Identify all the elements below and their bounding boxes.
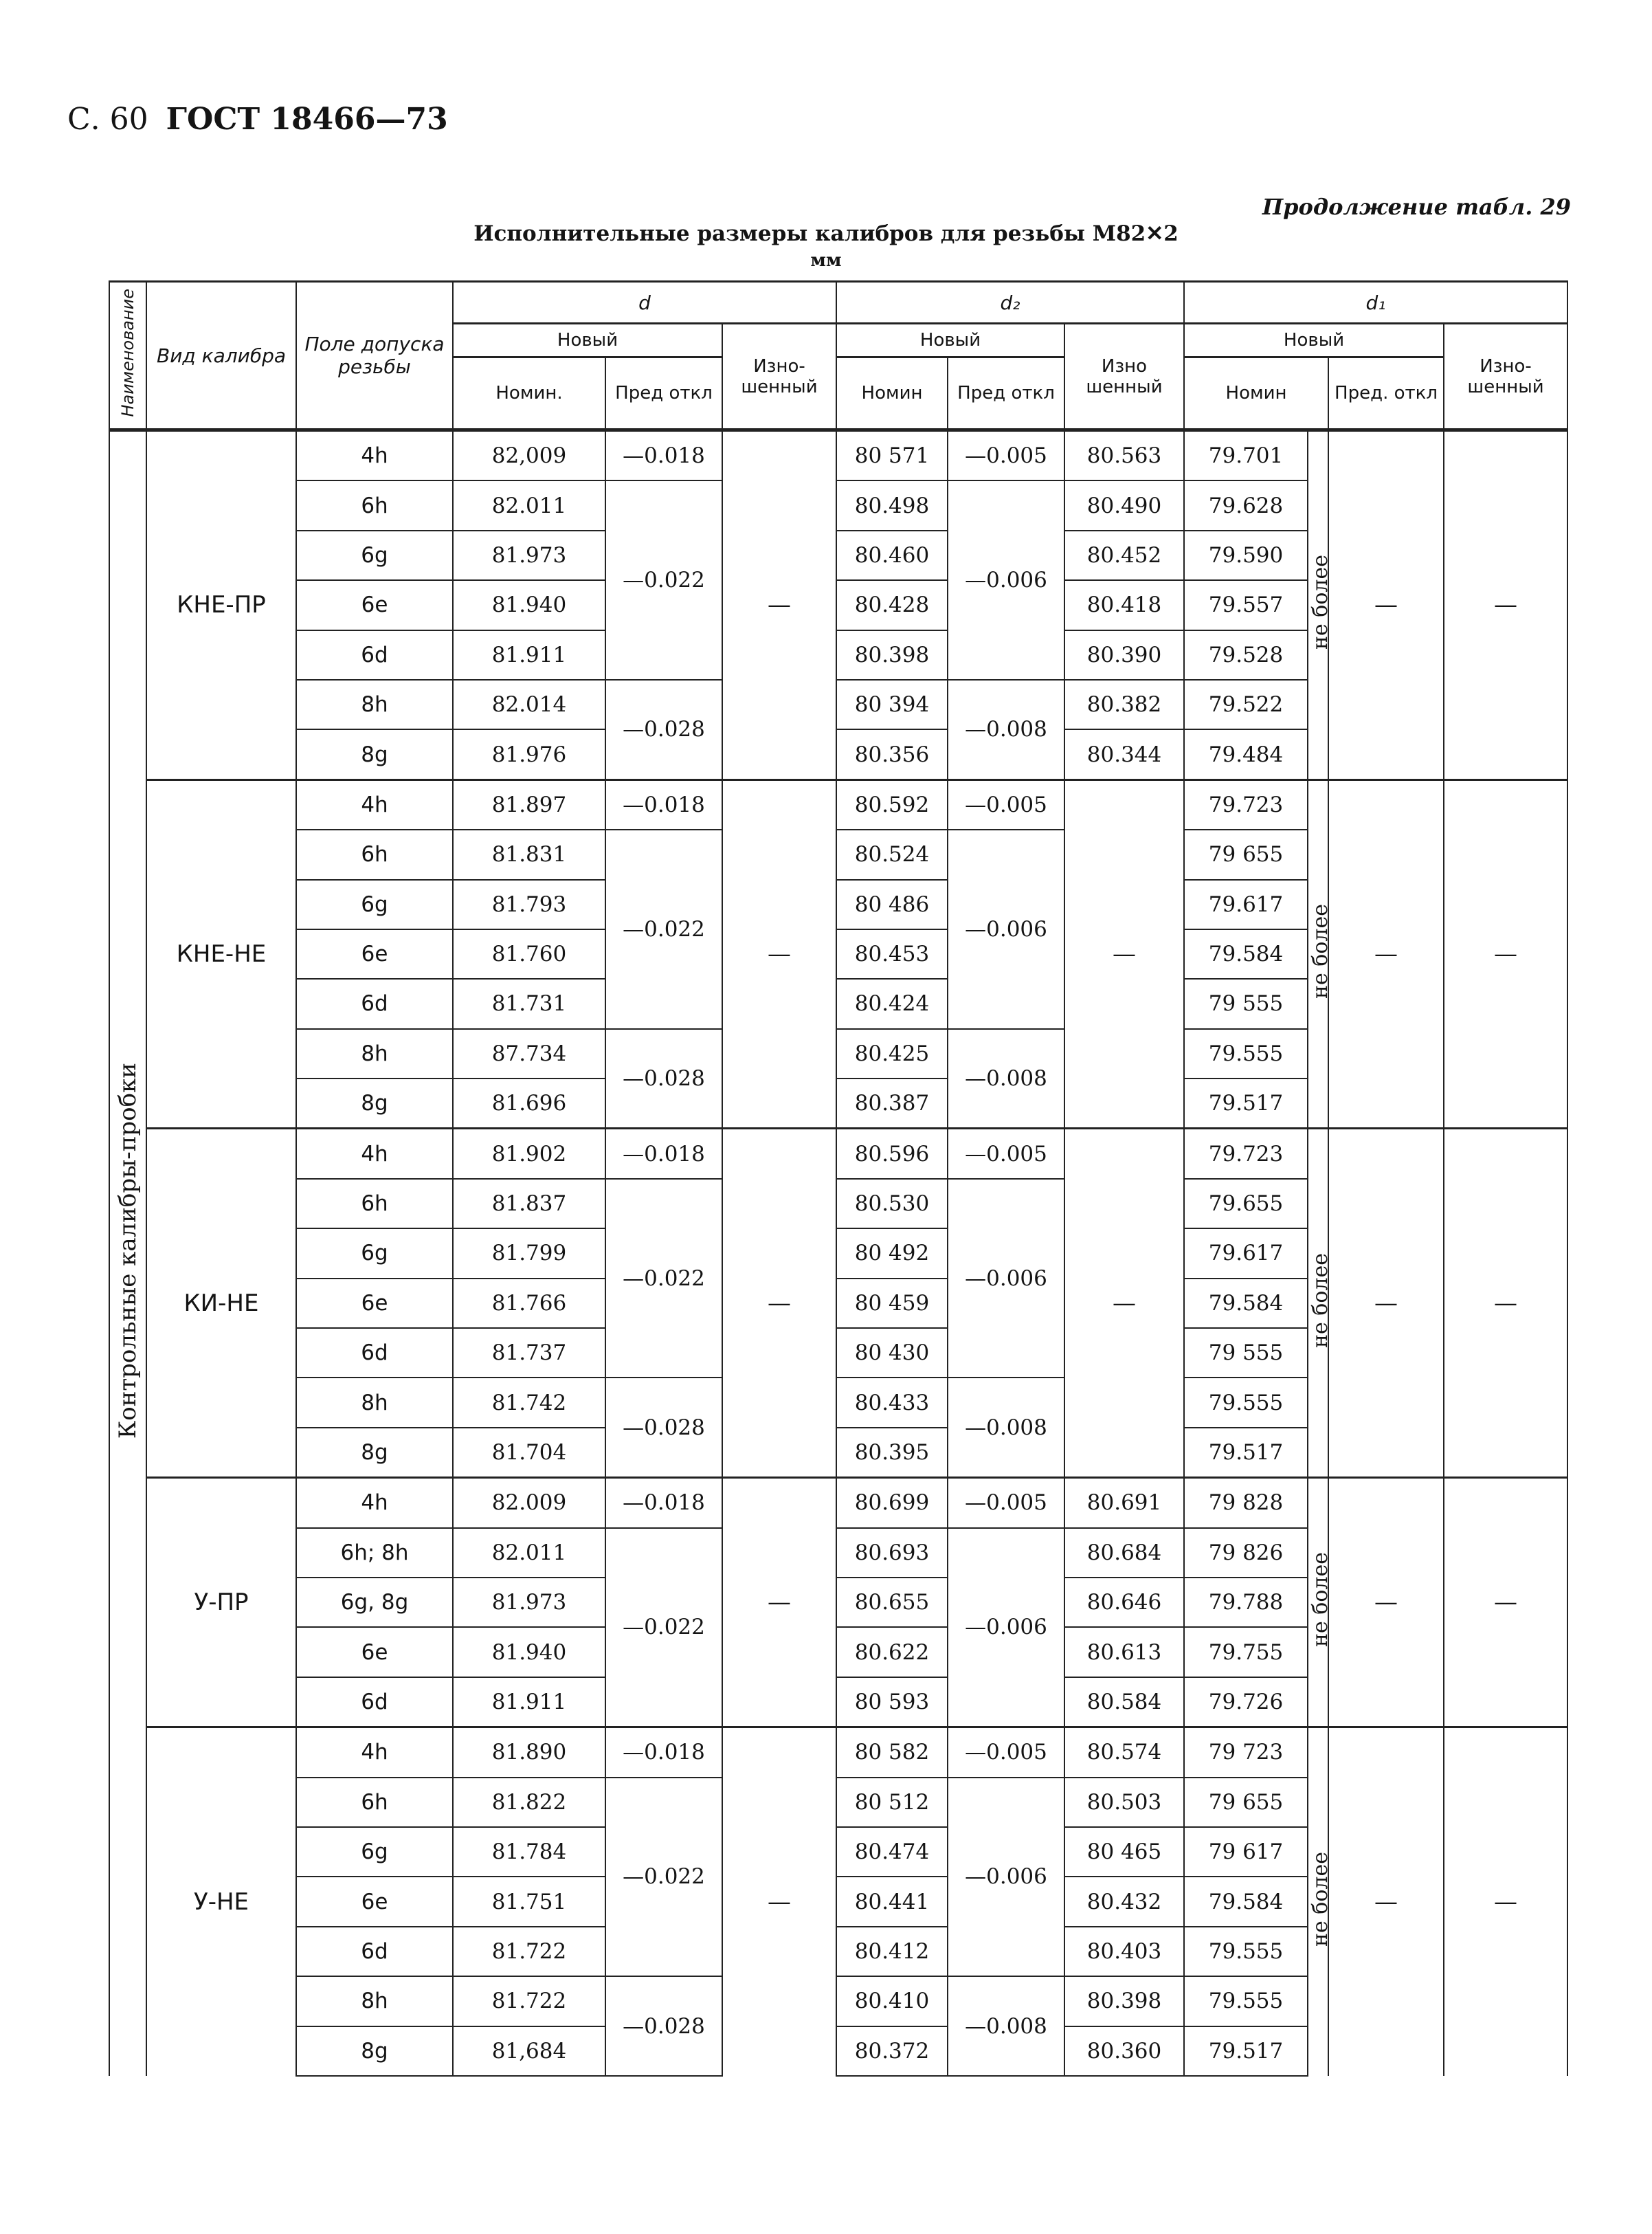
d2-nominal: 80.699 [836,1478,948,1528]
d2-deviation: —0.005 [948,779,1064,830]
header-d2-worn: Изно шенный [1064,324,1184,430]
d2-nominal: 80.655 [836,1578,948,1627]
d2-nominal: 80 492 [836,1228,948,1278]
d-nominal: 81.831 [453,830,605,879]
gauge-type: КИ-НЕ [146,1129,296,1478]
d-deviation: —0.018 [605,779,722,830]
header-d1: d₁ [1184,282,1567,324]
d1-nominal: 79.517 [1184,1079,1308,1129]
table-body [109,430,1567,2076]
d-nominal: 81.793 [453,880,605,929]
d-nominal: 81,684 [453,2026,605,2076]
d2-nominal: 80.474 [836,1827,948,1877]
header-d2: d₂ [836,282,1184,324]
d2-nominal: 80.498 [836,480,948,530]
tolerance-field: 6h [296,480,453,530]
d2-nominal: 80 486 [836,880,948,929]
header-d1-deviation: Пред. откл [1328,357,1444,430]
page-header [67,102,448,137]
d2-deviation: —0.005 [948,1478,1064,1528]
d2-worn: 80.574 [1064,1727,1184,1778]
d1-nominal: 79.788 [1184,1578,1308,1627]
d2-nominal: 80.524 [836,830,948,879]
d2-nominal: 80.356 [836,729,948,779]
limit-note-text: не более [1308,1552,1333,1648]
table-continuation-label: Продолжение табл. 29 [1262,194,1571,220]
d2-deviation: —0.005 [948,1727,1064,1778]
header-d1-new: Новый [1184,324,1444,357]
d-worn: — [722,430,836,780]
gauge-type: КНЕ-НЕ [146,779,296,1129]
d1-nominal: 79.723 [1184,1129,1308,1179]
d2-nominal: 80.441 [836,1877,948,1926]
d-deviation: —0.018 [605,1129,722,1179]
d-nominal: 81.737 [453,1328,605,1378]
tolerance-field: 6h [296,1179,453,1228]
d1-nominal: 79 655 [1184,1778,1308,1827]
d2-worn: 80.503 [1064,1778,1184,1827]
tolerance-field: 4h [296,779,453,830]
d1-nominal: 79.723 [1184,779,1308,830]
d2-nominal: 80.460 [836,531,948,580]
tolerance-field: 6d [296,1677,453,1727]
d-deviation: —0.018 [605,1478,722,1528]
tolerance-field: 4h [296,1478,453,1528]
d2-nominal: 80.622 [836,1627,948,1677]
d1-nominal: 79.555 [1184,1927,1308,1976]
d2-worn: 80.452 [1064,531,1184,580]
d2-worn: 80.584 [1064,1677,1184,1727]
header-name: Наименование [109,282,146,430]
d2-deviation: —0.006 [948,830,1064,1029]
d-nominal: 81.766 [453,1279,605,1328]
d2-deviation: —0.006 [948,1179,1064,1378]
d-nominal: 81.822 [453,1778,605,1827]
d-nominal: 81.731 [453,979,605,1028]
d2-nominal: 80.424 [836,979,948,1028]
d-nominal: 81.973 [453,531,605,580]
d2-deviation: —0.005 [948,430,1064,481]
d2-nominal: 80 571 [836,430,948,481]
header-tolerance-field: Поле допуска резьбы [296,282,453,430]
d-deviation: —0.018 [605,1727,722,1778]
tolerance-field: 6g [296,1827,453,1877]
d1-nominal: 79 828 [1184,1478,1308,1528]
tolerance-field: 6d [296,1328,453,1378]
d1-nominal: 79.726 [1184,1677,1308,1727]
tolerance-field: 6g [296,880,453,929]
tolerance-field: 4h [296,1129,453,1179]
d1-nominal: 79.517 [1184,1428,1308,1478]
d2-nominal: 80.412 [836,1927,948,1976]
table-unit: мм [810,250,842,271]
table-header [109,282,1567,430]
header-d-nominal: Номин. [453,357,605,430]
d2-worn: 80.398 [1064,1976,1184,2026]
d1-worn: — [1444,779,1567,1129]
d2-worn: 80.403 [1064,1927,1184,1976]
d1-nominal: 79.701 [1184,430,1308,481]
tolerance-field: 8h [296,680,453,729]
d2-worn: 80.432 [1064,1877,1184,1926]
dimensions-table-container [109,280,1567,2077]
d-deviation: —0.022 [605,1528,722,1727]
gauge-type: У-ПР [146,1478,296,1727]
header-d1-nominal: Номин [1184,357,1328,430]
page-number: С. 60 [67,102,148,137]
tolerance-field: 8h [296,1976,453,2026]
d-nominal: 81.799 [453,1228,605,1278]
d-nominal: 81.940 [453,580,605,630]
d-deviation: —0.028 [605,1976,722,2076]
d2-worn: 80.490 [1064,480,1184,530]
d2-worn: — [1064,1129,1184,1478]
tolerance-field: 6e [296,929,453,979]
limit-note-text: не более [1308,904,1333,999]
d1-nominal: 79.590 [1184,531,1308,580]
gauge-type: КНЕ-ПР [146,430,296,780]
d2-deviation: —0.006 [948,1528,1064,1727]
d2-worn: 80.360 [1064,2026,1184,2076]
limit-note-text: не более [1308,1252,1333,1348]
tolerance-field: 6g, 8g [296,1578,453,1627]
d2-nominal: 80.433 [836,1378,948,1427]
d1-limit-note [1308,1478,1333,1727]
tolerance-field: 6d [296,1927,453,1976]
d2-nominal: 80.387 [836,1079,948,1129]
d2-nominal: 80.372 [836,2026,948,2076]
tolerance-field: 6g [296,1228,453,1278]
d1-nominal: 79.555 [1184,1029,1308,1079]
tolerance-field: 6g [296,531,453,580]
tolerance-field: 4h [296,1727,453,1778]
d2-worn: 80.646 [1064,1578,1184,1627]
d-nominal: 81.742 [453,1378,605,1427]
d-nominal: 81.897 [453,779,605,830]
tolerance-field: 6h; 8h [296,1528,453,1578]
tolerance-field: 8h [296,1029,453,1079]
limit-note-text: не более [1308,1852,1333,1947]
d-nominal: 82.014 [453,680,605,729]
d2-nominal: 80 430 [836,1328,948,1378]
d2-worn: 80.613 [1064,1627,1184,1677]
d-deviation: —0.018 [605,430,722,481]
d1-deviation: — [1328,1727,1444,2076]
d2-nominal: 80.398 [836,630,948,680]
d1-worn: — [1444,430,1567,780]
d-nominal: 81.890 [453,1727,605,1778]
d-deviation: —0.028 [605,680,722,779]
d1-worn: — [1444,1478,1567,1727]
d-nominal: 87.734 [453,1029,605,1079]
d-deviation: —0.022 [605,1778,722,1977]
header-d2-deviation: Пред откл [948,357,1064,430]
d1-nominal: 79.617 [1184,1228,1308,1278]
standard-number: ГОСТ 18466—73 [166,102,448,137]
tolerance-field: 8g [296,1428,453,1478]
d2-worn: 80.418 [1064,580,1184,630]
d-deviation: —0.022 [605,830,722,1029]
tolerance-field: 8g [296,1079,453,1129]
d-nominal: 81.973 [453,1578,605,1627]
header-d: d [453,282,836,324]
d1-nominal: 79 617 [1184,1827,1308,1877]
d-worn: — [722,1478,836,1727]
header-d1-worn: Изно-шенный [1444,324,1567,430]
d2-nominal: 80.395 [836,1428,948,1478]
tolerance-field: 6e [296,1279,453,1328]
d-nominal: 81.837 [453,1179,605,1228]
d1-worn: — [1444,1129,1567,1478]
tolerance-field: 6h [296,830,453,879]
d2-nominal: 80.596 [836,1129,948,1179]
d2-worn: 80.390 [1064,630,1184,680]
d-nominal: 82.011 [453,480,605,530]
d2-nominal: 80.693 [836,1528,948,1578]
d-nominal: 82.009 [453,1478,605,1528]
d2-worn: 80.563 [1064,430,1184,481]
tolerance-field: 8g [296,2026,453,2076]
d-nominal: 81.976 [453,729,605,779]
d2-nominal: 80.425 [836,1029,948,1079]
d2-deviation: —0.006 [948,1778,1064,1977]
tolerance-field: 8h [296,1378,453,1427]
d1-worn: — [1444,1727,1567,2076]
table-row [109,430,1567,481]
d2-nominal: 80.453 [836,929,948,979]
d-worn: — [722,779,836,1129]
table-row [109,1478,1567,1528]
d2-deviation: —0.008 [948,1029,1064,1129]
d-nominal: 82,009 [453,430,605,481]
d2-worn: 80.344 [1064,729,1184,779]
header-d-new: Новый [453,324,722,357]
d-worn: — [722,1129,836,1478]
d1-nominal: 79 655 [1184,830,1308,879]
tolerance-field: 6e [296,1627,453,1677]
d1-limit-note [1308,430,1333,780]
d2-deviation: —0.008 [948,1976,1064,2076]
d1-nominal: 79.755 [1184,1627,1308,1677]
name-cell [109,430,146,2076]
d2-deviation: —0.006 [948,480,1064,680]
d1-nominal: 79 826 [1184,1528,1308,1578]
d2-nominal: 80 459 [836,1279,948,1328]
d-deviation: —0.022 [605,480,722,680]
d1-nominal: 79.584 [1184,1279,1308,1328]
tolerance-field: 4h [296,430,453,481]
d2-nominal: 80 582 [836,1727,948,1778]
d-nominal: 81.722 [453,1927,605,1976]
d2-worn: 80.684 [1064,1528,1184,1578]
d-nominal: 81.751 [453,1877,605,1926]
d2-worn: — [1064,779,1184,1129]
d2-nominal: 80 593 [836,1677,948,1727]
d2-deviation: —0.008 [948,1378,1064,1477]
d1-limit-note [1308,1129,1333,1478]
d1-nominal: 79.528 [1184,630,1308,680]
tolerance-field: 8g [296,729,453,779]
d2-deviation: —0.005 [948,1129,1064,1179]
d1-nominal: 79.584 [1184,929,1308,979]
d-nominal: 81.940 [453,1627,605,1677]
d2-worn: 80.382 [1064,680,1184,729]
d1-nominal: 79.655 [1184,1179,1308,1228]
d-nominal: 81.911 [453,630,605,680]
table-title: Исполнительные размеры калибров для резьбы М82✕2 [473,221,1179,246]
d-nominal: 82.011 [453,1528,605,1578]
d1-nominal: 79.522 [1184,680,1308,729]
d2-nominal: 80.530 [836,1179,948,1228]
d1-nominal: 79.617 [1184,880,1308,929]
d2-worn: 80.691 [1064,1478,1184,1528]
table-row [109,1129,1567,1179]
d2-nominal: 80 512 [836,1778,948,1827]
d-deviation: —0.022 [605,1179,722,1378]
d-nominal: 81.911 [453,1677,605,1727]
d1-nominal: 79.628 [1184,480,1308,530]
d1-nominal: 79 723 [1184,1727,1308,1778]
d1-nominal: 79 555 [1184,1328,1308,1378]
d1-deviation: — [1328,1478,1444,1727]
tolerance-field: 6e [296,1877,453,1926]
d1-deviation: — [1328,779,1444,1129]
d-nominal: 81.902 [453,1129,605,1179]
d-worn: — [722,1727,836,2076]
header-d-worn: Изно-шенный [722,324,836,430]
d2-nominal: 80.410 [836,1976,948,2026]
d-deviation: —0.028 [605,1378,722,1477]
d-nominal: 81.722 [453,1976,605,2026]
dimensions-table [109,280,1568,2077]
tolerance-field: 6h [296,1778,453,1827]
d1-deviation: — [1328,430,1444,780]
d-nominal: 81.760 [453,929,605,979]
table-row [109,1727,1567,1778]
d-deviation: —0.028 [605,1029,722,1129]
d1-nominal: 79.484 [1184,729,1308,779]
tolerance-field: 6e [296,580,453,630]
d1-limit-note [1308,1727,1333,2076]
d1-nominal: 79.517 [1184,2026,1308,2076]
d1-nominal: 79.555 [1184,1976,1308,2026]
d1-nominal: 79.584 [1184,1877,1308,1926]
d-nominal: 81.704 [453,1428,605,1478]
d2-deviation: —0.008 [948,680,1064,779]
name-label: Контрольные калибры-пробки [114,1063,142,1439]
d-nominal: 81.784 [453,1827,605,1877]
d-nominal: 81.696 [453,1079,605,1129]
d1-nominal: 79.557 [1184,580,1308,630]
tolerance-field: 6d [296,630,453,680]
d1-deviation: — [1328,1129,1444,1478]
table-row [109,779,1567,830]
gauge-type: У-НЕ [146,1727,296,2076]
d2-worn: 80 465 [1064,1827,1184,1877]
d1-nominal: 79 555 [1184,979,1308,1028]
header-d2-new: Новый [836,324,1064,357]
d2-nominal: 80.592 [836,779,948,830]
header-d-deviation: Пред откл [605,357,722,430]
header-d2-nominal: Номин [836,357,948,430]
d2-nominal: 80.428 [836,580,948,630]
d1-nominal: 79.555 [1184,1378,1308,1427]
d1-limit-note [1308,779,1333,1129]
tolerance-field: 6d [296,979,453,1028]
header-gauge-type: Вид калибра [146,282,296,430]
limit-note-text: не более [1308,555,1333,650]
d2-nominal: 80 394 [836,680,948,729]
